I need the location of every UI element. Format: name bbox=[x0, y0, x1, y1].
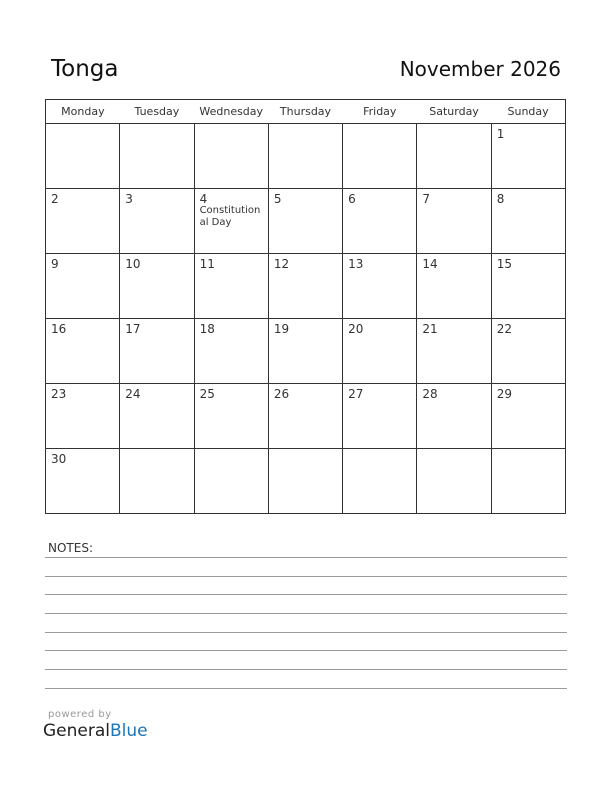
day-cell bbox=[268, 189, 342, 254]
brand-general: General bbox=[43, 721, 110, 741]
day-cell bbox=[491, 384, 565, 449]
day-cell bbox=[417, 254, 491, 319]
day-cell bbox=[268, 384, 342, 449]
note-line bbox=[45, 613, 567, 614]
day-cell bbox=[268, 254, 342, 319]
day-cell bbox=[268, 319, 342, 384]
brand-blue: Blue bbox=[110, 721, 148, 741]
day-cell bbox=[491, 254, 565, 319]
day-number: 6 bbox=[348, 192, 356, 206]
weekday-header: Wednesday bbox=[194, 100, 268, 124]
day-number: 24 bbox=[125, 387, 141, 401]
day-number: 7 bbox=[422, 192, 431, 206]
day-cell bbox=[343, 254, 417, 319]
day-cell bbox=[120, 384, 194, 449]
day-number: 14 bbox=[422, 257, 438, 271]
day-cell bbox=[194, 384, 268, 449]
weekday-header: Tuesday bbox=[120, 100, 194, 124]
week-row bbox=[46, 124, 566, 189]
weekday-header: Saturday bbox=[417, 100, 491, 124]
day-number: 29 bbox=[496, 387, 512, 401]
day-cell bbox=[343, 449, 417, 514]
note-line bbox=[45, 650, 567, 651]
day-cell bbox=[417, 189, 491, 254]
day-number: 28 bbox=[422, 387, 438, 401]
day-cell bbox=[46, 124, 120, 189]
day-number: 15 bbox=[496, 257, 512, 271]
week-row bbox=[46, 189, 566, 254]
day-cell bbox=[120, 449, 194, 514]
day-number: 2 bbox=[51, 192, 59, 206]
week-row bbox=[46, 449, 566, 514]
day-cell bbox=[343, 319, 417, 384]
weekday-header-row bbox=[46, 100, 566, 124]
day-number: 22 bbox=[496, 322, 512, 336]
day-number: 19 bbox=[273, 322, 290, 336]
day-cell bbox=[46, 319, 120, 384]
day-cell bbox=[120, 189, 194, 254]
day-cell bbox=[120, 319, 194, 384]
week-row bbox=[46, 384, 566, 449]
brand-logo bbox=[43, 721, 148, 741]
weekday-header: Friday bbox=[343, 100, 417, 124]
calendar-grid bbox=[45, 99, 566, 514]
day-number: 13 bbox=[348, 257, 364, 271]
day-number: 27 bbox=[348, 387, 364, 401]
day-number: 25 bbox=[199, 387, 215, 401]
week-row bbox=[46, 254, 566, 319]
day-cell bbox=[491, 189, 565, 254]
day-cell bbox=[417, 384, 491, 449]
holiday-label: Constitutional Day bbox=[199, 205, 261, 228]
day-cell bbox=[343, 384, 417, 449]
calendar-body bbox=[46, 124, 566, 514]
day-number: 17 bbox=[125, 322, 141, 336]
weekday-header: Thursday bbox=[268, 100, 342, 124]
notes-label: NOTES: bbox=[48, 541, 93, 555]
powered-by-text: powered by bbox=[48, 709, 112, 720]
day-number: 3 bbox=[125, 192, 133, 206]
day-number: 16 bbox=[51, 322, 67, 336]
day-cell bbox=[268, 124, 342, 189]
day-number: 21 bbox=[422, 322, 438, 336]
day-cell bbox=[120, 254, 194, 319]
day-number: 26 bbox=[273, 387, 290, 401]
day-cell bbox=[120, 124, 194, 189]
day-cell bbox=[417, 124, 491, 189]
day-number: 23 bbox=[51, 387, 67, 401]
note-line bbox=[45, 688, 567, 689]
note-line bbox=[45, 576, 567, 577]
note-line bbox=[45, 669, 567, 670]
day-number: 20 bbox=[348, 322, 364, 336]
day-cell bbox=[46, 254, 120, 319]
day-number: 18 bbox=[199, 322, 215, 336]
day-number: 4 bbox=[199, 192, 208, 206]
day-number: 8 bbox=[496, 192, 505, 206]
day-cell bbox=[491, 449, 565, 514]
day-cell bbox=[268, 449, 342, 514]
day-cell bbox=[343, 189, 417, 254]
country-title: Tonga bbox=[51, 56, 119, 82]
note-line bbox=[45, 632, 567, 633]
day-cell bbox=[46, 189, 120, 254]
day-number: 10 bbox=[125, 257, 141, 271]
day-number: 9 bbox=[51, 257, 59, 271]
day-cell bbox=[46, 449, 120, 514]
day-number: 5 bbox=[273, 192, 282, 206]
weekday-header: Sunday bbox=[491, 100, 565, 124]
day-number: 11 bbox=[199, 257, 215, 271]
week-row bbox=[46, 319, 566, 384]
day-number: 30 bbox=[51, 452, 67, 466]
month-title: November 2026 bbox=[399, 57, 561, 81]
day-cell bbox=[491, 124, 565, 189]
day-number: 1 bbox=[496, 127, 505, 141]
weekday-header: Monday bbox=[46, 100, 120, 124]
day-cell bbox=[343, 124, 417, 189]
day-number: 12 bbox=[273, 257, 290, 271]
day-cell bbox=[194, 254, 268, 319]
note-line bbox=[45, 594, 567, 595]
day-cell bbox=[417, 319, 491, 384]
day-cell bbox=[194, 449, 268, 514]
note-line bbox=[45, 557, 567, 558]
day-cell bbox=[194, 189, 268, 254]
day-cell bbox=[46, 384, 120, 449]
day-cell bbox=[417, 449, 491, 514]
day-cell bbox=[491, 319, 565, 384]
day-cell bbox=[194, 124, 268, 189]
day-cell bbox=[194, 319, 268, 384]
